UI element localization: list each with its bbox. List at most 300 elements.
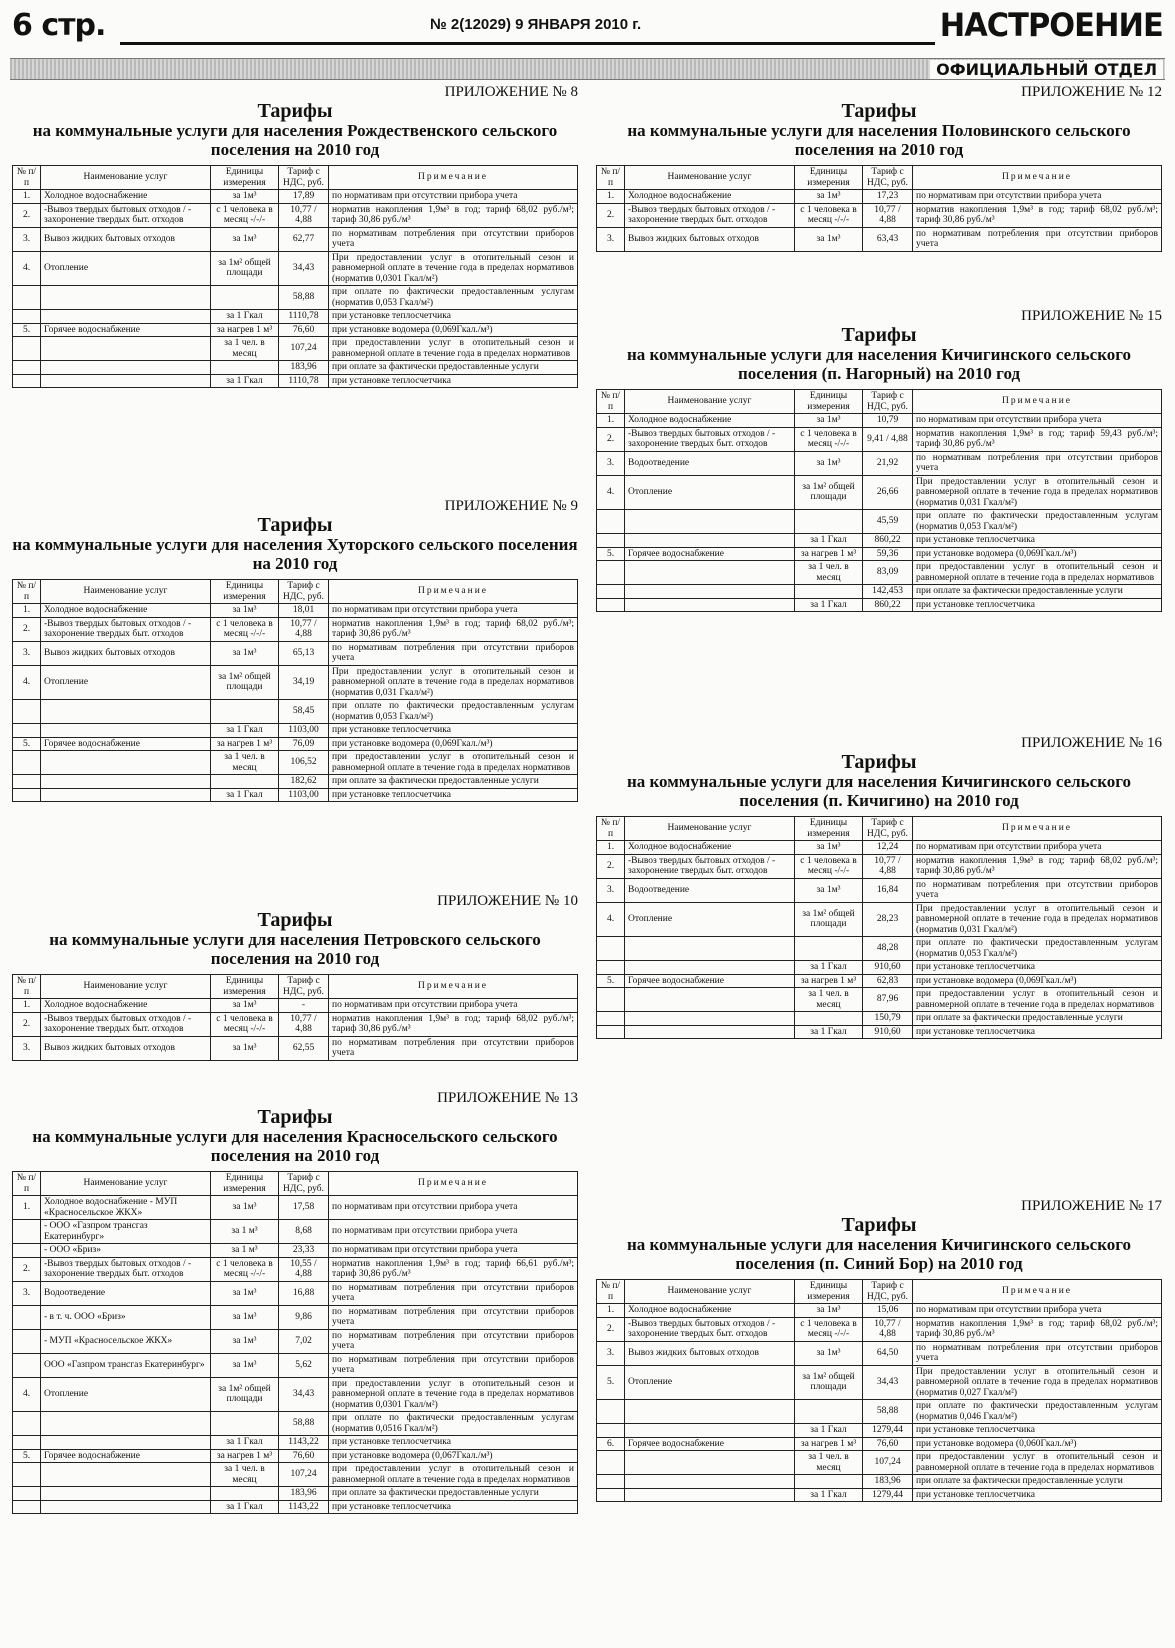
col-service-header: Наименование услуг bbox=[41, 166, 211, 190]
tariff-value: 10,79 bbox=[863, 414, 913, 428]
table-row bbox=[13, 1487, 578, 1501]
row-number: 1. bbox=[13, 999, 41, 1013]
row-number: 5. bbox=[13, 1449, 41, 1463]
service-name: -Вывоз твердых бытовых отходов / - захоронение твердых быт. отходов bbox=[41, 617, 211, 641]
unit: за 1м³ bbox=[211, 227, 279, 251]
tariff-value: 17,58 bbox=[279, 1196, 329, 1220]
tariff-value: 107,24 bbox=[279, 1463, 329, 1487]
col-note-header: Примечание bbox=[913, 1280, 1162, 1304]
row-number bbox=[13, 286, 41, 310]
note: при оплате по фактически предоставленным услугам (норматив 0,046 Гкал/м²) bbox=[913, 1400, 1162, 1424]
note: при установке водомера (0,069Гкал./м³) bbox=[913, 974, 1162, 988]
tariff-value: 10,77 / 4,88 bbox=[279, 617, 329, 641]
service-name bbox=[625, 561, 795, 585]
row-number bbox=[597, 1451, 625, 1475]
table-header-row bbox=[13, 975, 578, 999]
service-name: Водоотведение bbox=[41, 1281, 211, 1305]
tariff-value: 1279,44 bbox=[863, 1488, 913, 1502]
tariff-subtitle: на коммунальные услуги для населения Рождественского сельского поселения на 2010 год bbox=[32, 121, 558, 159]
row-number: 3. bbox=[597, 227, 625, 251]
row-number bbox=[597, 988, 625, 1012]
table-row bbox=[13, 337, 578, 361]
note: при оплате по фактически предоставленным услугам (норматив 0,053 Гкал/м²) bbox=[329, 286, 578, 310]
service-name: Отопление bbox=[41, 251, 211, 286]
note: по нормативам потребления при отсутствии приборов учета bbox=[913, 451, 1162, 475]
row-number bbox=[597, 598, 625, 612]
service-name: Отопление bbox=[625, 475, 795, 510]
unit: за 1м³ bbox=[795, 1304, 863, 1318]
note: При предоставлении услуг в отопительный сезон и равномерной оплате в течение года в пределах нормативов (норматив 0,0301 Гкал/м²) bbox=[329, 251, 578, 286]
col-tariff-header: Тариф с НДС, руб. bbox=[279, 580, 329, 604]
row-number bbox=[597, 534, 625, 548]
unit bbox=[795, 1012, 863, 1026]
unit: за 1 Гкал bbox=[211, 310, 279, 324]
table-row bbox=[13, 1377, 578, 1412]
tariff-value: 183,96 bbox=[279, 1487, 329, 1501]
service-name bbox=[625, 1012, 795, 1026]
unit: за 1м³ bbox=[795, 878, 863, 902]
tariff-value: 9,41 / 4,88 bbox=[863, 427, 913, 451]
note: при оплате за фактически предоставленные услуги bbox=[913, 585, 1162, 599]
service-name: - в т. ч. ООО «Бриз» bbox=[41, 1305, 211, 1329]
row-number bbox=[597, 937, 625, 961]
unit: за 1 чел. в месяц bbox=[211, 751, 279, 775]
table-row bbox=[13, 1220, 578, 1244]
tariff-value: 1143,22 bbox=[279, 1436, 329, 1450]
note: при оплате за фактически предоставленные услуги bbox=[913, 1475, 1162, 1489]
service-name: Холодное водоснабжение bbox=[625, 1304, 795, 1318]
tariff-value: 860,22 bbox=[863, 534, 913, 548]
note: при предоставлении услуг в отопительный сезон и равномерной оплате в течение года в пределах нормативов bbox=[329, 337, 578, 361]
unit: за 1 Гкал bbox=[795, 1424, 863, 1438]
tariff-value: 142,453 bbox=[863, 585, 913, 599]
unit: за 1м³ bbox=[795, 451, 863, 475]
unit: за 1м³ bbox=[211, 1281, 279, 1305]
row-number bbox=[13, 724, 41, 738]
unit bbox=[211, 361, 279, 375]
service-name: Холодное водоснабжение bbox=[625, 414, 795, 428]
row-number bbox=[13, 374, 41, 388]
table-row bbox=[13, 775, 578, 789]
tariff-value: 182,62 bbox=[279, 775, 329, 789]
row-number: 5. bbox=[13, 737, 41, 751]
table-header-row bbox=[597, 1280, 1162, 1304]
note: по нормативам потребления при отсутствии приборов учета bbox=[913, 878, 1162, 902]
service-name bbox=[41, 1500, 211, 1514]
unit: за нагрев 1 м³ bbox=[795, 547, 863, 561]
unit: за 1 Гкал bbox=[211, 788, 279, 802]
table-row bbox=[13, 999, 578, 1013]
col-tariff-header: Тариф с НДС, руб. bbox=[279, 1172, 329, 1196]
service-name: Вывоз жидких бытовых отходов bbox=[625, 227, 795, 251]
unit bbox=[211, 1487, 279, 1501]
service-name: ООО «Газпром трансгаз Екатеринбург» bbox=[41, 1353, 211, 1377]
row-number: 6. bbox=[597, 1437, 625, 1451]
tariff-title: Тарифы bbox=[841, 751, 917, 773]
tariff-table bbox=[596, 389, 1162, 612]
tariff-value: 23,33 bbox=[279, 1244, 329, 1258]
masthead bbox=[10, 8, 1165, 58]
service-name bbox=[41, 374, 211, 388]
unit bbox=[211, 775, 279, 789]
table-row bbox=[13, 641, 578, 665]
row-number: 5. bbox=[597, 1365, 625, 1400]
unit: с 1 человека в месяц -/-/- bbox=[795, 427, 863, 451]
service-name: Водоотведение bbox=[625, 451, 795, 475]
tariff-value: - bbox=[279, 999, 329, 1013]
row-number: 2. bbox=[13, 203, 41, 227]
tariff-value: 10,77 / 4,88 bbox=[863, 854, 913, 878]
tariff-title: Тарифы bbox=[257, 909, 333, 931]
unit: за 1 м³ bbox=[211, 1244, 279, 1258]
row-number: 1. bbox=[597, 841, 625, 855]
table-row bbox=[13, 1449, 578, 1463]
row-number bbox=[13, 775, 41, 789]
table-row bbox=[597, 1341, 1162, 1365]
note: по нормативам потребления при отсутствии приборов учета bbox=[329, 1353, 578, 1377]
service-name: Отопление bbox=[41, 1377, 211, 1412]
row-number bbox=[597, 1400, 625, 1424]
table-row bbox=[597, 414, 1162, 428]
appendix-label: ПРИЛОЖЕНИЕ № 12 bbox=[1021, 84, 1162, 100]
note: при установке теплосчетчика bbox=[913, 1488, 1162, 1502]
tariff-value: 76,09 bbox=[279, 737, 329, 751]
note: по нормативам при отсутствии прибора учета bbox=[913, 414, 1162, 428]
table-row bbox=[597, 598, 1162, 612]
note: по нормативам потребления при отсутствии приборов учета bbox=[329, 1281, 578, 1305]
note: норматив накопления 1,9м³ в год; тариф 59,43 руб./м³; тариф 30,86 руб./м³ bbox=[913, 427, 1162, 451]
row-number bbox=[13, 310, 41, 324]
service-name bbox=[625, 534, 795, 548]
col-note-header: Примечание bbox=[329, 975, 578, 999]
service-name bbox=[625, 1451, 795, 1475]
row-number bbox=[13, 1463, 41, 1487]
col-units-header: Единицы измерения bbox=[795, 817, 863, 841]
unit: за 1м³ bbox=[211, 604, 279, 618]
appendix-12-block bbox=[596, 84, 1162, 252]
tariff-value: 28,23 bbox=[863, 902, 913, 937]
tariff-table bbox=[12, 165, 578, 388]
unit: за 1 чел. в месяц bbox=[795, 1451, 863, 1475]
row-number: 3. bbox=[597, 878, 625, 902]
col-num-header: № п/п bbox=[13, 1172, 41, 1196]
row-number: 1. bbox=[597, 414, 625, 428]
unit: за 1 чел. в месяц bbox=[211, 337, 279, 361]
table-header-row bbox=[13, 580, 578, 604]
service-name: Горячее водоснабжение bbox=[625, 974, 795, 988]
service-name bbox=[625, 1424, 795, 1438]
table-row bbox=[13, 1244, 578, 1258]
service-name: -Вывоз твердых бытовых отходов / - захоронение твердых быт. отходов bbox=[41, 203, 211, 227]
service-name: - ООО «Газпром трансгаз Екатеринбург» bbox=[41, 1220, 211, 1244]
tariff-table bbox=[12, 579, 578, 802]
note: по нормативам потребления при отсутствии приборов учета bbox=[329, 641, 578, 665]
service-name: Горячее водоснабжение bbox=[625, 547, 795, 561]
col-service-header: Наименование услуг bbox=[625, 166, 795, 190]
row-number bbox=[597, 1025, 625, 1039]
note: по нормативам при отсутствии прибора учета bbox=[329, 999, 578, 1013]
tariff-value: 910,60 bbox=[863, 961, 913, 975]
unit: за 1м³ bbox=[211, 1305, 279, 1329]
unit: с 1 человека в месяц -/-/- bbox=[211, 617, 279, 641]
appendix-label: ПРИЛОЖЕНИЕ № 8 bbox=[444, 84, 578, 100]
unit: за 1 Гкал bbox=[795, 961, 863, 975]
tariff-value: 63,43 bbox=[863, 227, 913, 251]
service-name: Вывоз жидких бытовых отходов bbox=[625, 1341, 795, 1365]
header-rule bbox=[120, 42, 935, 45]
note: норматив накопления 1,9м³ в год; тариф 68,02 руб./м³; тариф 30,86 руб./м³ bbox=[913, 1317, 1162, 1341]
unit: за 1 Гкал bbox=[795, 1488, 863, 1502]
row-number: 4. bbox=[13, 1377, 41, 1412]
department-label: ОФИЦИАЛЬНЫЙ ОТДЕЛ bbox=[930, 60, 1163, 79]
table-header-row bbox=[13, 166, 578, 190]
note: по нормативам потребления при отсутствии приборов учета bbox=[329, 1329, 578, 1353]
table-row bbox=[13, 1196, 578, 1220]
tariff-value: 87,96 bbox=[863, 988, 913, 1012]
note: при установке теплосчетчика bbox=[913, 961, 1162, 975]
table-row bbox=[597, 427, 1162, 451]
table-row bbox=[597, 974, 1162, 988]
service-name bbox=[41, 361, 211, 375]
tariff-value: 58,88 bbox=[279, 1412, 329, 1436]
col-note-header: Примечание bbox=[913, 817, 1162, 841]
tariff-title: Тарифы bbox=[841, 100, 917, 122]
unit bbox=[795, 585, 863, 599]
row-number bbox=[13, 361, 41, 375]
col-tariff-header: Тариф с НДС, руб. bbox=[863, 390, 913, 414]
col-units-header: Единицы измерения bbox=[795, 1280, 863, 1304]
table-row bbox=[597, 561, 1162, 585]
unit: за 1м² общей площади bbox=[211, 665, 279, 700]
unit: за 1м³ bbox=[211, 1036, 279, 1060]
note: при предоставлении услуг в отопительный сезон и равномерной оплате в течение года в пределах нормативов (норматив 0,0301 Гкал/м²) bbox=[329, 1377, 578, 1412]
row-number bbox=[13, 337, 41, 361]
row-number bbox=[597, 1475, 625, 1489]
row-number bbox=[13, 1500, 41, 1514]
unit bbox=[795, 510, 863, 534]
row-number bbox=[13, 700, 41, 724]
tariff-subtitle: на коммунальные услуги для населения Кичигинского сельского поселения (п. Синий Бор) на 2010 год bbox=[626, 1235, 1132, 1273]
row-number bbox=[13, 1412, 41, 1436]
service-name: -Вывоз твердых бытовых отходов / - захоронение твердых быт. отходов bbox=[625, 1317, 795, 1341]
tariff-value: 62,55 bbox=[279, 1036, 329, 1060]
service-name bbox=[625, 988, 795, 1012]
table-row bbox=[13, 1500, 578, 1514]
service-name: Холодное водоснабжение bbox=[41, 604, 211, 618]
unit: за 1м³ bbox=[795, 841, 863, 855]
col-units-header: Единицы измерения bbox=[211, 975, 279, 999]
note: при установке теплосчетчика bbox=[329, 374, 578, 388]
row-number: 4. bbox=[597, 902, 625, 937]
tariff-value: 17,23 bbox=[863, 190, 913, 204]
tariff-table bbox=[596, 816, 1162, 1039]
tariff-value: 76,60 bbox=[279, 323, 329, 337]
unit: за 1м³ bbox=[211, 1353, 279, 1377]
row-number: 2. bbox=[597, 1317, 625, 1341]
service-name: Горячее водоснабжение bbox=[41, 737, 211, 751]
table-header-row bbox=[13, 1172, 578, 1196]
table-row bbox=[597, 547, 1162, 561]
tariff-value: 9,86 bbox=[279, 1305, 329, 1329]
note: при предоставлении услуг в отопительный сезон и равномерной оплате в течение года в пределах нормативов bbox=[329, 751, 578, 775]
service-name: -Вывоз твердых бытовых отходов / - захоронение твердых быт. отходов bbox=[41, 1257, 211, 1281]
note: при установке водомера (0,069Гкал./м³) bbox=[329, 323, 578, 337]
service-name: Холодное водоснабжение bbox=[625, 190, 795, 204]
service-name bbox=[41, 337, 211, 361]
col-note-header: Примечание bbox=[913, 166, 1162, 190]
note: при оплате по фактически предоставленным услугам (норматив 0,0516 Гкал/м²) bbox=[329, 1412, 578, 1436]
tariff-value: 12,24 bbox=[863, 841, 913, 855]
unit: за 1 м³ bbox=[211, 1220, 279, 1244]
unit: за 1м² общей площади bbox=[211, 1377, 279, 1412]
row-number bbox=[13, 1487, 41, 1501]
service-name: Отопление bbox=[625, 1365, 795, 1400]
tariff-value: 8,68 bbox=[279, 1220, 329, 1244]
service-name bbox=[41, 751, 211, 775]
note: норматив накопления 1,9м³ в год; тариф 68,02 руб./м³; тариф 30,86 руб./м³ bbox=[913, 854, 1162, 878]
note: при установке теплосчетчика bbox=[913, 534, 1162, 548]
table-row bbox=[597, 878, 1162, 902]
col-num-header: № п/п bbox=[13, 166, 41, 190]
row-number: 1. bbox=[13, 1196, 41, 1220]
table-header-row bbox=[597, 390, 1162, 414]
tariff-subtitle: на коммунальные услуги для населения Кичигинского сельского поселения (п. Нагорный) на 2010 год bbox=[626, 345, 1132, 383]
table-row bbox=[13, 737, 578, 751]
row-number bbox=[13, 1329, 41, 1353]
row-number: 2. bbox=[597, 203, 625, 227]
tariff-value: 76,60 bbox=[863, 1437, 913, 1451]
tariff-value: 18,01 bbox=[279, 604, 329, 618]
table-row bbox=[597, 1025, 1162, 1039]
note: при установке теплосчетчика bbox=[329, 310, 578, 324]
table-row bbox=[13, 323, 578, 337]
service-name bbox=[41, 775, 211, 789]
table-row bbox=[597, 1451, 1162, 1475]
unit: за 1м³ bbox=[795, 190, 863, 204]
table-row bbox=[13, 190, 578, 204]
service-name: Вывоз жидких бытовых отходов bbox=[41, 1036, 211, 1060]
tariff-value: 34,43 bbox=[279, 1377, 329, 1412]
unit: за 1м² общей площади bbox=[795, 902, 863, 937]
unit bbox=[795, 1475, 863, 1489]
appendix-label: ПРИЛОЖЕНИЕ № 17 bbox=[1021, 1198, 1162, 1214]
col-num-header: № п/п bbox=[597, 166, 625, 190]
note: по нормативам при отсутствии прибора учета bbox=[913, 1304, 1162, 1318]
service-name bbox=[625, 1475, 795, 1489]
note: по нормативам потребления при отсутствии приборов учета bbox=[329, 227, 578, 251]
tariff-value: 62,77 bbox=[279, 227, 329, 251]
unit: с 1 человека в месяц -/-/- bbox=[795, 854, 863, 878]
row-number: 4. bbox=[13, 665, 41, 700]
table-row bbox=[13, 1036, 578, 1060]
unit: за 1м³ bbox=[211, 1329, 279, 1353]
note: норматив накопления 1,9м³ в год; тариф 68,02 руб./м³; тариф 30,86 руб./м³ bbox=[329, 203, 578, 227]
table-row bbox=[597, 961, 1162, 975]
tariff-value: 65,13 bbox=[279, 641, 329, 665]
col-service-header: Наименование услуг bbox=[41, 975, 211, 999]
page-number: 6 стр. bbox=[12, 8, 106, 43]
service-name: Отопление bbox=[41, 665, 211, 700]
service-name: -Вывоз твердых бытовых отходов / - захоронение твердых быт. отходов bbox=[625, 203, 795, 227]
appendix-label: ПРИЛОЖЕНИЕ № 9 bbox=[444, 498, 578, 514]
issue-line: № 2(12029) 9 ЯНВАРЯ 2010 г. bbox=[430, 16, 642, 33]
note: при установке водомера (0,069Гкал./м³) bbox=[329, 737, 578, 751]
table-row bbox=[597, 1365, 1162, 1400]
row-number: 3. bbox=[13, 227, 41, 251]
unit: за 1м³ bbox=[795, 1341, 863, 1365]
tariff-value: 58,88 bbox=[863, 1400, 913, 1424]
appendix-label: ПРИЛОЖЕНИЕ № 13 bbox=[437, 1090, 578, 1106]
col-note-header: Примечание bbox=[913, 390, 1162, 414]
tariff-value: 10,77 / 4,88 bbox=[279, 203, 329, 227]
row-number bbox=[597, 561, 625, 585]
table-row bbox=[13, 665, 578, 700]
row-number: 5. bbox=[597, 974, 625, 988]
row-number: 4. bbox=[597, 475, 625, 510]
table-row bbox=[597, 1012, 1162, 1026]
note: при установке водомера (0,069Гкал./м³) bbox=[913, 547, 1162, 561]
note: при установке водомера (0,060Гкал./м³) bbox=[913, 1437, 1162, 1451]
col-units-header: Единицы измерения bbox=[795, 166, 863, 190]
tariff-value: 860,22 bbox=[863, 598, 913, 612]
note: по нормативам при отсутствии прибора учета bbox=[913, 841, 1162, 855]
service-name bbox=[625, 585, 795, 599]
service-name: -Вывоз твердых бытовых отходов / - захоронение твердых быт. отходов bbox=[41, 1012, 211, 1036]
note: при предоставлении услуг в отопительный сезон и равномерной оплате в течение года в пределах нормативов bbox=[913, 1451, 1162, 1475]
table-row bbox=[13, 1463, 578, 1487]
tariff-title: Тарифы bbox=[841, 1214, 917, 1236]
tariff-value: 16,88 bbox=[279, 1281, 329, 1305]
col-note-header: Примечание bbox=[329, 166, 578, 190]
unit: за 1 чел. в месяц bbox=[795, 561, 863, 585]
note: при оплате за фактически предоставленные услуги bbox=[329, 361, 578, 375]
table-row bbox=[13, 1436, 578, 1450]
tariff-value: 16,84 bbox=[863, 878, 913, 902]
note: норматив накопления 1,9м³ в год; тариф 68,02 руб./м³; тариф 30,86 руб./м³ bbox=[329, 617, 578, 641]
note: при установке теплосчетчика bbox=[913, 1025, 1162, 1039]
service-name: Холодное водоснабжение bbox=[41, 190, 211, 204]
unit bbox=[211, 700, 279, 724]
unit: за 1м³ bbox=[211, 641, 279, 665]
service-name bbox=[41, 310, 211, 324]
col-tariff-header: Тариф с НДС, руб. bbox=[863, 817, 913, 841]
appendix-label: ПРИЛОЖЕНИЕ № 10 bbox=[437, 893, 578, 909]
tariff-table bbox=[12, 1171, 578, 1514]
table-row bbox=[597, 451, 1162, 475]
col-service-header: Наименование услуг bbox=[41, 580, 211, 604]
unit bbox=[211, 1412, 279, 1436]
unit: за 1 Гкал bbox=[795, 598, 863, 612]
note: при установке водомера (0,067Гкал./м³) bbox=[329, 1449, 578, 1463]
note: При предоставлении услуг в отопительный сезон и равномерной оплате в течение года в пределах нормативов (норматив 0,031 Гкал/м²) bbox=[913, 902, 1162, 937]
table-row bbox=[13, 604, 578, 618]
tariff-table bbox=[596, 1279, 1162, 1502]
note: При предоставлении услуг в отопительный сезон и равномерной оплате в течение года в пределах нормативов (норматив 0,031 Гкал/м²) bbox=[913, 475, 1162, 510]
note: при установке теплосчетчика bbox=[329, 1436, 578, 1450]
table-row bbox=[13, 251, 578, 286]
tariff-table bbox=[12, 974, 578, 1061]
tariff-value: 58,45 bbox=[279, 700, 329, 724]
unit: с 1 человека в месяц -/-/- bbox=[795, 1317, 863, 1341]
tariff-value: 5,62 bbox=[279, 1353, 329, 1377]
row-number bbox=[13, 1244, 41, 1258]
tariff-value: 1279,44 bbox=[863, 1424, 913, 1438]
unit: за 1 Гкал bbox=[211, 374, 279, 388]
tariff-subtitle: на коммунальные услуги для населения Половинского сельского поселения на 2010 год bbox=[627, 121, 1131, 159]
service-name: Вывоз жидких бытовых отходов bbox=[41, 227, 211, 251]
table-row bbox=[597, 190, 1162, 204]
col-service-header: Наименование услуг bbox=[41, 1172, 211, 1196]
